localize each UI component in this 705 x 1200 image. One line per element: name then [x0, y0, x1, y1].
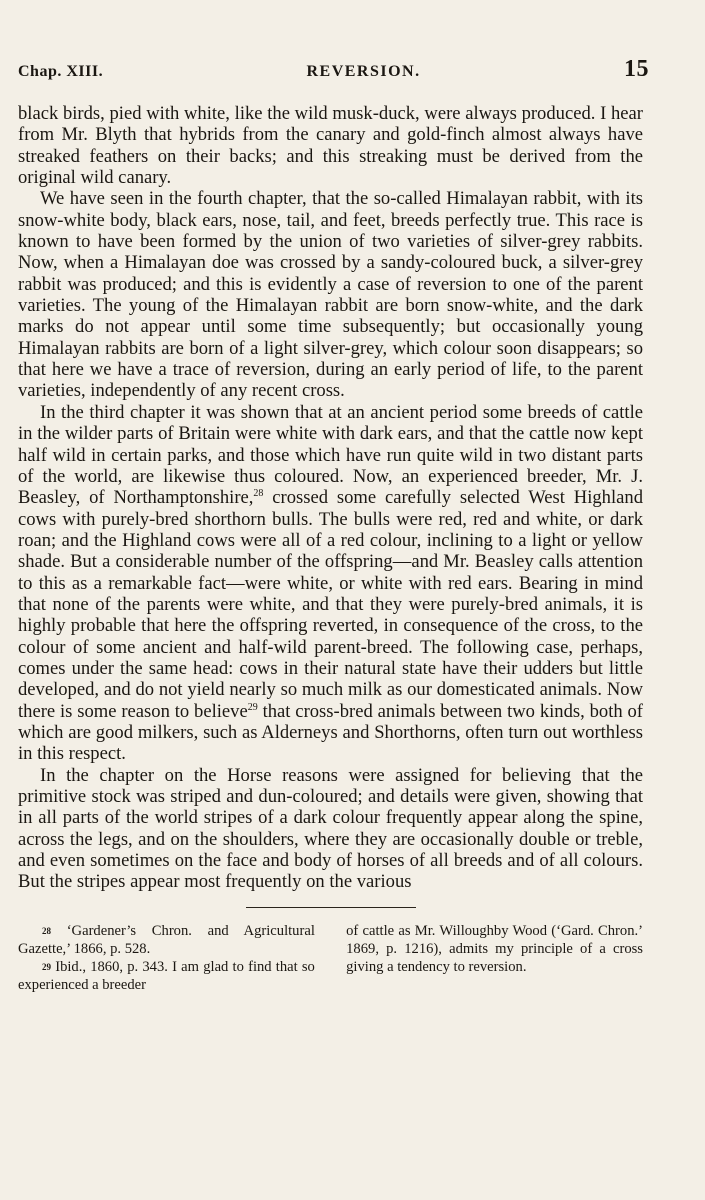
footnote-29-continuation: of cattle as Mr. Willoughby Wood (‘Gard. Chron.’ 1869, p. 1216), admits my principle of a cross giving a tendency to reversion. [346, 922, 643, 975]
footnotes-right-column [346, 922, 643, 994]
footnote-ref-29: 29 [247, 701, 258, 713]
footnote-29-number: 29 [42, 961, 51, 972]
footnote-29 [18, 958, 315, 994]
footnote-28-text: ‘Gardener’s Chron. and Agricultural Gazette,’ 1866, p. 528. [18, 922, 315, 957]
chapter-label: Chap. XIII. [18, 63, 104, 80]
running-title: REVERSION. [306, 63, 421, 80]
page-number: 15 [623, 56, 649, 82]
running-header [18, 56, 649, 83]
paragraph-himalayan-rabbit: We have seen in the fourth chapter, that the so-called Himalayan rabbit, with its snow-white body, black ears, nose, tail, and feet, breeds perfectly true. This race is known to have been formed by the union of two varieties of silver-grey rabbits. Now, when a Himalayan doe was crossed by a sandy-coloured buck, a silver-grey rabbit was produced; and this is evidently a case of reversion to one of the parent varieties. The young of the Himalayan rabbit are born snow-white, and the dark marks do not appear until some time subsequently; but occasionally young Himalayan rabbits are born of a light silver-grey, which colour soon disappears; so that here we have a trace of reversion, during an early period of life, to the parent varieties, independently of any recent cross. [18, 188, 643, 402]
paragraph-cattle-part1: In the third chapter it was shown that at an ancient period some breeds of cattle in the wilder parts of Britain were white with dark ears, and that the cattle now kept half wild in certain parks, and those which have run quite wild in two distant parts of the world, are likewise thus coloured. Now, an experienced breeder, Mr. J. Beasley, of Northamptonshire, [18, 401, 643, 509]
paragraph-cattle-part3: that cross-bred animals between two kinds, both of which are good milkers, such as Alderneys and Shorthorns, often turn out worthless in this respect. [18, 700, 643, 765]
footnotes [18, 922, 643, 994]
paragraph-continued: black birds, pied with white, like the wild musk-duck, were always produced. I hear from Mr. Blyth that hybrids from the canary and gold-finch almost always have streaked feathers on their backs; and this streaking must be derived from the original wild canary. [18, 103, 643, 189]
paragraph-cattle [18, 402, 643, 765]
footnote-28-number: 28 [42, 925, 51, 936]
footnote-28 [18, 922, 315, 958]
footnote-divider [246, 907, 416, 908]
footnote-29-text: Ibid., 1860, p. 343. I am glad to find that so experienced a breeder [18, 958, 315, 993]
footnote-ref-28: 28 [253, 488, 264, 499]
footnotes-left-column [18, 922, 315, 994]
body-text [18, 103, 643, 893]
paragraph-cattle-part2: crossed some carefully selected West Highland cows with purely-bred shorthorn bulls. The bulls were red, red and white, or dark roan; and the Highland cows were all of a red colour, inclining to a light or yellow shade. But a considerable number of the offspring—and Mr. Beasley calls attention to this as a remarkable fact—were white, or white with red ears. Bearing in mind that none of the parents were white, and that they were purely-bred animals, it is highly probable that here the offspring reverted, in consequence of the cross, to the colour of some ancient and half-wild parent-breed. The following case, perhaps, comes under the same head: cows in their natural state have their udders but little developed, and do not yield nearly so much milk as our domesticated animals. Now there is some reason to believe [18, 487, 643, 722]
paragraph-horse-stripes: In the chapter on the Horse reasons were assigned for believing that the primitive stock was striped and dun-coloured; and details were given, showing that in all parts of the world stripes of a dark colour frequently appear along the spine, across the legs, and on the shoulders, where they are occasionally double or treble, and even sometimes on the face and body of horses of all breeds and of all colours. But the stripes appear most frequently on the various [18, 764, 643, 893]
